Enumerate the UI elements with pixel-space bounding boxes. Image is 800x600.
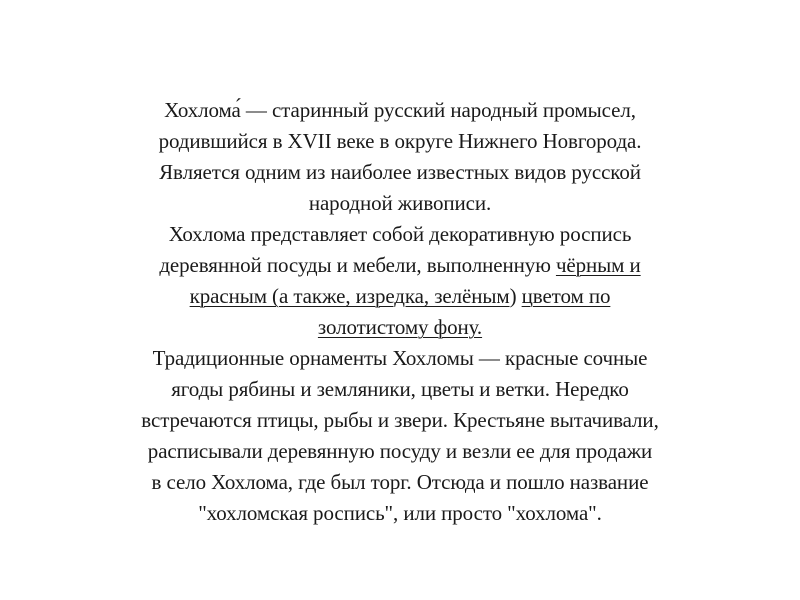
colors-link[interactable]: чёрным и xyxy=(555,253,641,277)
text-line xyxy=(60,250,740,281)
text-line: в село Хохлома, где был торг. Отсюда и пошло название xyxy=(151,470,649,494)
colors-link-continued[interactable]: красным (а также, изредка, зелёным xyxy=(189,284,510,308)
text-line xyxy=(60,281,740,312)
text-line: Является одним из наиболее известных видов русской xyxy=(159,160,641,184)
text-line: Хохлома представляет собой декоративную роспись xyxy=(168,222,632,246)
gold-background-link[interactable]: цветом по xyxy=(521,284,611,308)
gold-background-link-continued[interactable]: золотистому фону. xyxy=(317,315,483,339)
text-line xyxy=(60,312,740,343)
text-fragment: деревянной посуды и мебели, выполненную xyxy=(159,253,556,277)
text-line: родившийся в XVII веке в округе Нижнего Новгорода. xyxy=(158,129,642,153)
text-fragment: ) xyxy=(509,284,517,308)
text-line: народной живописи. xyxy=(308,191,492,215)
text-line: Хохлома́ — старинный русский народный промысел, xyxy=(164,98,636,122)
text-line: ягоды рябины и земляники, цветы и ветки. Нередко xyxy=(171,377,629,401)
text-block xyxy=(60,95,740,529)
text-line: расписывали деревянную посуду и везли ее для продажи xyxy=(147,439,653,463)
text-line: Традиционные орнаменты Хохломы — красные сочные xyxy=(152,346,648,370)
text-line: "хохломская роспись", или просто "хохлома". xyxy=(198,501,602,525)
text-line: встречаются птицы, рыбы и звери. Крестьяне вытачивали, xyxy=(141,408,659,432)
